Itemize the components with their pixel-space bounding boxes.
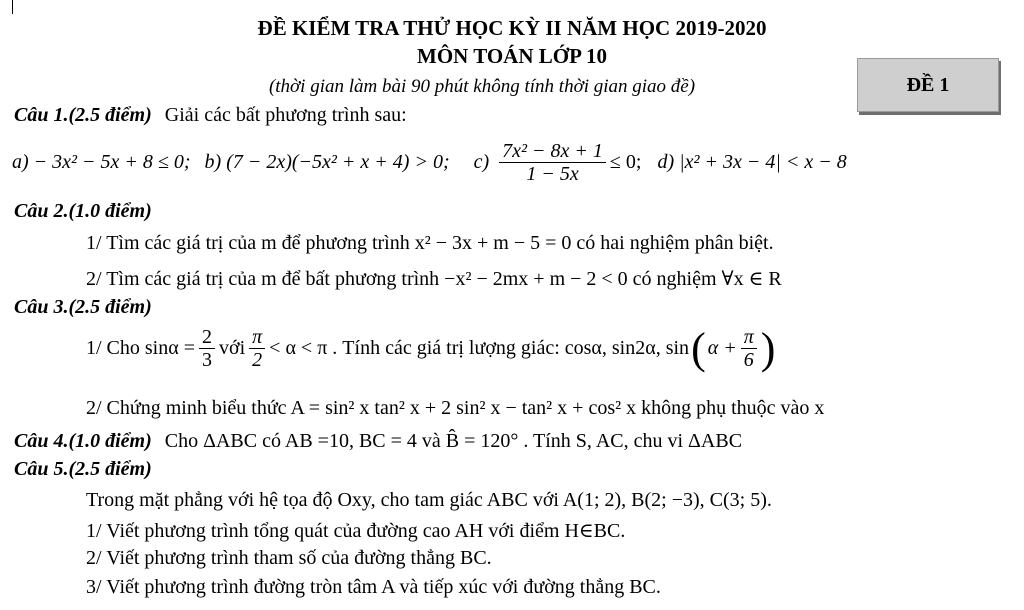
question-5-header [14, 458, 152, 481]
question-4-text: Cho ΔABC có AB =10, BC = 4 và B̂ = 120° . Tính S, AC, chu vi ΔABC [164, 430, 743, 452]
question-3-label: Câu 3.(2.5 điểm) [14, 296, 152, 318]
right-paren: ) [760, 323, 776, 373]
question-1-header [14, 104, 407, 127]
question-1-text: Giải các bất phương trình sau: [164, 104, 407, 126]
question-3-item-2: 2/ Chứng minh biểu thức A = sin² x tan² x + 2 sin² x − tan² x + cos² x không phụ thuộc vào x [86, 397, 825, 419]
inequality-c-suffix: ≤ 0; [609, 151, 642, 173]
q3-item1-start: 1/ Cho sinα = [86, 337, 195, 359]
fraction-numerator: 7x² − 8x + 1 [499, 140, 606, 163]
fraction-pi-over-two [249, 326, 265, 371]
question-5-intro: Trong mặt phẳng với hệ tọa độ Oxy, cho tam giác ABC với A(1; 2), B(2; −3), C(3; 5). [86, 489, 772, 511]
question-5-item-1: 1/ Viết phương trình tổng quát của đường cao AH với điểm H∈BC. [86, 520, 626, 542]
question-1-inequalities [12, 140, 847, 185]
exam-version-badge [857, 58, 999, 112]
fraction-denominator: 1 − 5x [526, 163, 579, 185]
fraction-pi-over-six [741, 326, 757, 371]
fraction-denominator: 2 [252, 349, 263, 371]
question-2-label: Câu 2.(1.0 điểm) [14, 200, 152, 222]
question-4-label: Câu 4.(1.0 điểm) [14, 430, 152, 452]
q3-item1-alpha-plus: α + [707, 337, 737, 359]
left-paren: ( [691, 323, 706, 373]
question-5-item-3: 3/ Viết phương trình đường tròn tâm A và tiếp xúc với đường thẳng BC. [86, 576, 661, 598]
fraction-denominator: 6 [743, 349, 754, 371]
exam-subject: MÔN TOÁN LỚP 10 [417, 44, 607, 68]
inequality-b: b) (7 − 2x)(−5x² + x + 4) > 0; [204, 151, 450, 173]
question-5-label: Câu 5.(2.5 điểm) [14, 458, 152, 480]
inequality-a: a) − 3x² − 5x + 8 ≤ 0; [12, 151, 191, 173]
question-2-item-2: 2/ Tìm các giá trị của m để bất phương trình −x² − 2mx + m − 2 < 0 có nghiệm ∀x ∈ R [86, 268, 782, 290]
exam-duration-note: (thời gian làm bài 90 phút không tính thời gian giao đề) [268, 76, 696, 97]
question-1-label: Câu 1.(2.5 điểm) [14, 104, 152, 126]
inequality-c-fraction [499, 140, 606, 185]
question-2-header [14, 200, 152, 223]
q3-item1-condition: < α < π . Tính các giá trị lượng giác: cosα, sin2α, sin [269, 337, 690, 359]
text-cursor [12, 0, 13, 14]
question-5-item-2: 2/ Viết phương trình tham số của đường thẳng BC. [86, 547, 492, 569]
fraction-numerator: π [741, 326, 757, 349]
question-3-item-1 [86, 323, 776, 373]
inequality-d: d) |x² + 3x − 4| < x − 8 [657, 151, 847, 173]
question-2-item-1: 1/ Tìm các giá trị của m để phương trình x² − 3x + m − 5 = 0 có hai nghiệm phân biệt. [86, 232, 774, 254]
badge-label: ĐỀ 1 [906, 73, 950, 96]
question-4 [14, 430, 742, 453]
question-3-header [14, 296, 152, 319]
exam-title: ĐỀ KIỂM TRA THỬ HỌC KỲ II NĂM HỌC 2019-2020 [257, 16, 767, 40]
fraction-numerator: π [249, 326, 265, 349]
fraction-numerator: 2 [199, 326, 215, 349]
fraction-two-thirds [199, 326, 215, 371]
fraction-denominator: 3 [202, 349, 212, 371]
inequality-c-prefix: c) [473, 151, 490, 173]
q3-item1-with: với [219, 337, 246, 359]
